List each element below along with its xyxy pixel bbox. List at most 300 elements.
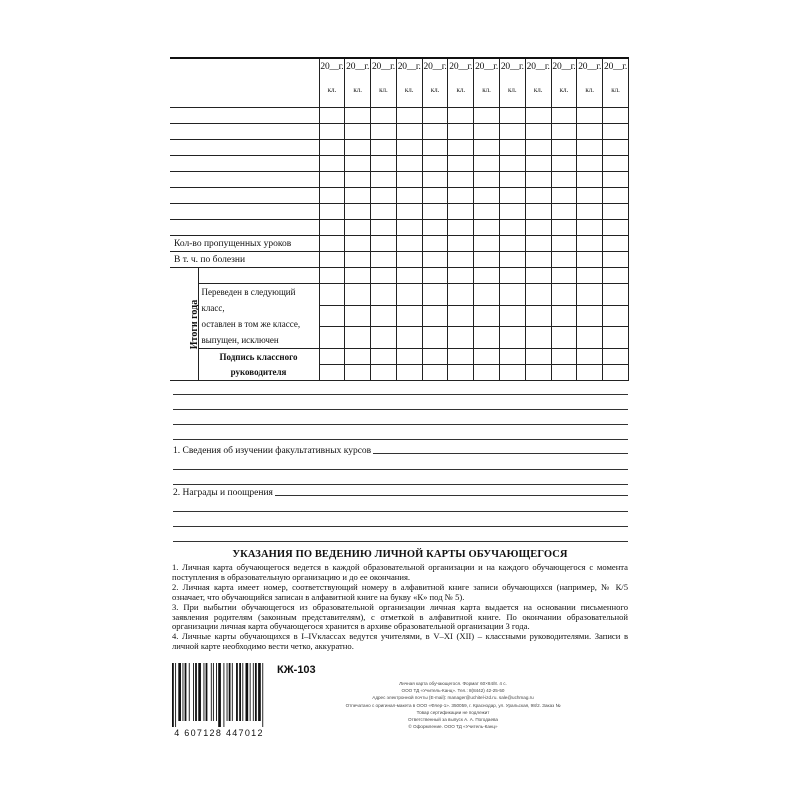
grade-cell [448, 124, 474, 140]
grade-cell [371, 284, 397, 306]
grade-cell [396, 108, 422, 124]
grade-cell [499, 268, 525, 284]
grade-cell [603, 252, 629, 268]
grade-cell [422, 236, 448, 252]
barcode-bar [213, 663, 214, 721]
ruled-line [173, 526, 628, 527]
year-label: 20__г. [371, 62, 395, 72]
grade-cell [525, 220, 551, 236]
grade-cell [474, 252, 500, 268]
grade-cell [577, 108, 603, 124]
grade-cell [345, 327, 371, 349]
grade-cell [319, 124, 345, 140]
year-label: 20__г. [475, 62, 499, 72]
grade-cell [422, 305, 448, 327]
grade-cell [525, 156, 551, 172]
barcode-bar [175, 663, 176, 727]
grade-cell [474, 204, 500, 220]
grade-cell [319, 188, 345, 204]
grade-cell [371, 252, 397, 268]
grade-cell [577, 305, 603, 327]
grade-cell [371, 156, 397, 172]
grade-cell [345, 220, 371, 236]
ruled-line [173, 439, 628, 440]
grade-cell [448, 349, 474, 365]
grade-cell [577, 252, 603, 268]
year-label: 20__г. [526, 62, 550, 72]
grade-cell [345, 252, 371, 268]
grade-cell [345, 188, 371, 204]
ruled-line [173, 541, 628, 542]
grade-cell [448, 236, 474, 252]
grade-cell [603, 220, 629, 236]
grade-cell [499, 108, 525, 124]
grade-cell [603, 108, 629, 124]
grade-cell [474, 236, 500, 252]
grade-cell [422, 365, 448, 381]
instruction-paragraph: 4. Личные карты обучающихся в I–IVклассах ведутся учителями, в V–XI (XII) – классными руководителями. Записи в личной карте необходимо вести четко, аккуратно. [172, 631, 628, 652]
grade-cell [396, 124, 422, 140]
barcode-bar [204, 663, 205, 721]
grade-cell [525, 327, 551, 349]
grade-cell [448, 327, 474, 349]
grade-cell [371, 108, 397, 124]
subject-row [170, 204, 629, 220]
grade-cell [422, 252, 448, 268]
imprint-line: Личная карта обучающегося. Формат 60×84/8. 4 с. [399, 681, 507, 686]
grade-cell [499, 305, 525, 327]
class-label: кл. [611, 86, 620, 94]
subject-cell [170, 188, 319, 204]
grade-cell [371, 188, 397, 204]
grade-cell [422, 220, 448, 236]
grade-cell [319, 268, 345, 284]
grade-cell [319, 236, 345, 252]
grade-cell [371, 172, 397, 188]
grade-cell [525, 349, 551, 365]
missed-lessons-row [170, 236, 629, 252]
year-results-label: Итоги года [189, 299, 201, 349]
grade-cell [525, 284, 551, 306]
grade-cell [474, 284, 500, 306]
promotion-line: выпущен, исключен [201, 335, 279, 345]
subject-cell [170, 140, 319, 156]
grade-cell [345, 124, 371, 140]
year-header-cell [319, 58, 345, 108]
ruled-line [173, 511, 628, 512]
ruled-line [173, 394, 628, 395]
class-label: кл. [508, 86, 517, 94]
barcode-bar [195, 663, 197, 721]
year-header-cell [577, 58, 603, 108]
grade-cell [603, 327, 629, 349]
year-label: 20__г. [423, 62, 447, 72]
grade-cell [345, 365, 371, 381]
grade-cell [396, 268, 422, 284]
subject-cell [170, 156, 319, 172]
grade-cell [319, 305, 345, 327]
signature-label [198, 349, 319, 381]
grade-cell [448, 156, 474, 172]
grade-cell [448, 252, 474, 268]
year-results-cell [170, 268, 201, 381]
grade-cell [577, 268, 603, 284]
grade-cell [525, 108, 551, 124]
grade-cell [371, 220, 397, 236]
grade-cell [371, 124, 397, 140]
grade-cell [345, 140, 371, 156]
grade-cell [319, 349, 345, 365]
subject-cell [170, 204, 319, 220]
grade-cell [396, 305, 422, 327]
grade-cell [499, 172, 525, 188]
grade-cell [499, 327, 525, 349]
grade-cell [396, 140, 422, 156]
grade-cell [345, 236, 371, 252]
year-label: 20__г. [552, 62, 576, 72]
grade-cell [551, 156, 577, 172]
grade-cell [371, 365, 397, 381]
grade-cell [474, 268, 500, 284]
grade-cell [474, 124, 500, 140]
barcode-bar [193, 663, 194, 721]
grade-cell [345, 204, 371, 220]
grade-cell [422, 327, 448, 349]
grade-cell [422, 108, 448, 124]
subject-row [170, 140, 629, 156]
grade-cell [448, 220, 474, 236]
grade-cell [396, 220, 422, 236]
subject-cell [170, 108, 319, 124]
grade-cell [396, 156, 422, 172]
subject-row [170, 108, 629, 124]
subject-row [170, 156, 629, 172]
grade-cell [499, 365, 525, 381]
grade-cell [319, 220, 345, 236]
grade-cell [577, 140, 603, 156]
grade-cell [577, 172, 603, 188]
grade-cell [577, 188, 603, 204]
class-label: кл. [379, 86, 388, 94]
year-header-cell [448, 58, 474, 108]
grade-cell [448, 365, 474, 381]
missed-lessons-label: Кол-во пропущенных уроков [170, 236, 319, 252]
grade-cell [551, 252, 577, 268]
grade-cell [577, 124, 603, 140]
year-label: 20__г. [449, 62, 473, 72]
grade-cell [396, 284, 422, 306]
imprint-line: Отпечатано с оригинал-макета в ООО «Флер-1». 350059, г. Краснодар, ул. Уральская, 98/2. Заказ № [345, 702, 561, 708]
grade-cell [551, 305, 577, 327]
grade-cell [603, 140, 629, 156]
grade-cell [551, 284, 577, 306]
barcode-number: 4 607128 447012 [174, 728, 264, 738]
grade-cell [422, 140, 448, 156]
barcode-bar [185, 663, 187, 721]
year-header-cell [345, 58, 371, 108]
grade-cell [577, 327, 603, 349]
class-label: кл. [404, 86, 414, 94]
grade-cell [499, 156, 525, 172]
class-label: кл. [559, 86, 569, 94]
grade-cell [551, 365, 577, 381]
grade-cell [345, 284, 371, 306]
grade-cell [603, 349, 629, 365]
subject-row [170, 220, 629, 236]
barcode-bar [218, 663, 221, 727]
grade-cell [551, 108, 577, 124]
instructions-title: УКАЗАНИЯ ПО ВЕДЕНИЮ ЛИЧНОЙ КАРТЫ ОБУЧАЮЩЕГОСЯ [232, 549, 568, 560]
barcode-bar [172, 663, 174, 727]
subject-row [170, 172, 629, 188]
grade-cell [396, 236, 422, 252]
class-label: кл. [456, 86, 466, 94]
grade-cell [603, 305, 629, 327]
grade-cell [319, 365, 345, 381]
class-label: кл. [430, 86, 440, 94]
grade-cell [422, 268, 448, 284]
grade-cell [603, 268, 629, 284]
grade-cell [474, 305, 500, 327]
year-header-cell [525, 58, 551, 108]
grade-cell [603, 204, 629, 220]
grade-cell [499, 220, 525, 236]
grade-cell [319, 140, 345, 156]
grade-cell [422, 349, 448, 365]
grade-cell [319, 327, 345, 349]
grade-cell [525, 252, 551, 268]
awards-label: 2. Награды и поощрения [173, 488, 273, 498]
grade-cell [525, 204, 551, 220]
product-code: КЖ-103 [277, 664, 316, 676]
grade-cell [396, 349, 422, 365]
year-label: 20__г. [346, 62, 370, 72]
grade-cell [319, 172, 345, 188]
ruled-line [173, 484, 628, 485]
grade-cell [551, 349, 577, 365]
grade-cell [499, 349, 525, 365]
grade-cell [499, 188, 525, 204]
grade-cell [577, 204, 603, 220]
barcode-bar [229, 663, 231, 721]
grade-cell [499, 140, 525, 156]
barcode-bar [246, 663, 249, 721]
subject-cell [170, 124, 319, 140]
grade-cell [525, 172, 551, 188]
results-row [170, 268, 629, 284]
barcode-bar [216, 663, 217, 721]
ruled-line [173, 424, 628, 425]
grade-cell [345, 172, 371, 188]
subject-row [170, 124, 629, 140]
subject-header-cell [170, 58, 319, 108]
grade-cell [603, 188, 629, 204]
grade-cell [551, 140, 577, 156]
grade-cell [422, 284, 448, 306]
signature-line: Подпись классного [219, 351, 298, 362]
grade-cell [371, 140, 397, 156]
grade-cell [577, 349, 603, 365]
electives-line [173, 444, 628, 456]
barcode-bar [236, 663, 238, 721]
grade-cell [474, 220, 500, 236]
imprint-line: Ответственный за выпуск А. А. Погодаева [408, 717, 498, 723]
instruction-paragraph: 1. Личная карта обучающегося ведется в каждой образовательной организации и на каждого обучающегося с момента поступления в образовательную организацию и до ее окончания. [172, 562, 628, 582]
promotion-label [198, 284, 319, 349]
grade-cell [603, 172, 629, 188]
imprint-line: Товар сертификации не подлежит [416, 709, 490, 715]
barcode-bar [189, 663, 190, 721]
grade-cell [551, 327, 577, 349]
grade-cell [422, 204, 448, 220]
barcode-bar [206, 663, 208, 721]
grade-cell [371, 327, 397, 349]
grade-cell [499, 124, 525, 140]
grade-cell [345, 305, 371, 327]
grade-cell [551, 204, 577, 220]
subject-row [170, 188, 629, 204]
class-label: кл. [353, 86, 362, 94]
grade-cell [551, 268, 577, 284]
year-header-cell [499, 58, 525, 108]
grade-cell [448, 140, 474, 156]
illness-row [170, 252, 629, 268]
blank-label-cell [198, 268, 319, 284]
grade-cell [319, 252, 345, 268]
promotion-line: Переведен в следующий класс, [201, 287, 296, 313]
barcode-bar [198, 663, 201, 721]
barcode-bar [227, 663, 228, 721]
awards-line [173, 486, 628, 498]
grade-cell [551, 172, 577, 188]
grade-cell [371, 204, 397, 220]
grade-cell [499, 284, 525, 306]
grade-cell [396, 365, 422, 381]
barcode-bar [255, 663, 257, 721]
imprint-block [308, 680, 598, 730]
grade-cell [603, 284, 629, 306]
grade-cell [448, 108, 474, 124]
grade-cell [525, 268, 551, 284]
year-header-cell [422, 58, 448, 108]
barcode-bar [232, 663, 233, 721]
grade-cell [448, 204, 474, 220]
instruction-paragraph: 2. Личная карта имеет номер, соответствующий номеру в алфавитной книге записи обучающихся (например, № К/5 означает, что обучающийся записан в алфавитной книге на букву «К» под № 5). [172, 581, 628, 602]
grade-cell [422, 188, 448, 204]
year-header-cell [371, 58, 397, 108]
grade-cell [525, 365, 551, 381]
grades-table [170, 57, 629, 381]
grade-cell [603, 156, 629, 172]
illness-label: В т. ч. по болезни [170, 252, 319, 268]
grade-cell [371, 236, 397, 252]
grade-cell [474, 349, 500, 365]
grade-cell [525, 188, 551, 204]
grade-cell [345, 268, 371, 284]
barcode-bar [178, 663, 181, 721]
grade-cell [577, 156, 603, 172]
grade-cell [551, 220, 577, 236]
grade-cell [345, 108, 371, 124]
grade-cell [525, 140, 551, 156]
grade-cell [396, 188, 422, 204]
grade-cell [448, 188, 474, 204]
class-label: кл. [533, 86, 543, 94]
grade-cell [603, 124, 629, 140]
barcode-bar [253, 663, 254, 721]
year-header-cell [396, 58, 422, 108]
grade-cell [474, 172, 500, 188]
grade-cell [525, 236, 551, 252]
grade-cell [448, 305, 474, 327]
year-header-cell [603, 58, 629, 108]
grade-cell [499, 252, 525, 268]
year-label: 20__г. [604, 62, 628, 72]
year-label: 20__г. [578, 62, 602, 72]
grade-cell [474, 156, 500, 172]
grade-cell [474, 140, 500, 156]
year-label: 20__г. [320, 62, 344, 72]
grade-cell [345, 156, 371, 172]
header-row [170, 58, 629, 108]
grade-cell [396, 327, 422, 349]
grade-cell [371, 349, 397, 365]
instructions-text [172, 563, 628, 652]
instruction-paragraph: 3. При выбытии обучающегося из образовательной организации личная карта выдается на основании письменного заявления родителям (законным представителям), с отметкой в алфавитной книге. По окончании образовательной организации личная карта обучающегося хранится в архиве образовательной организации 3 года. [172, 601, 628, 632]
grade-cell [499, 204, 525, 220]
barcode-bar [223, 663, 224, 727]
grade-cell [577, 284, 603, 306]
barcode-bar [239, 663, 241, 721]
grade-cell [603, 365, 629, 381]
grade-cell [371, 268, 397, 284]
barcode-bar [242, 663, 243, 721]
grade-cell [577, 236, 603, 252]
grade-cell [319, 204, 345, 220]
promotion-line: оставлен в том же классе, [201, 319, 301, 329]
grade-cell [396, 204, 422, 220]
grade-cell [551, 236, 577, 252]
grade-cell [525, 305, 551, 327]
barcode-bar [183, 663, 184, 721]
grade-cell [448, 284, 474, 306]
year-header-cell [551, 58, 577, 108]
grade-cell [396, 172, 422, 188]
class-label: кл. [482, 86, 491, 94]
grade-cell [474, 108, 500, 124]
grade-cell [577, 220, 603, 236]
year-header-cell [474, 58, 500, 108]
grade-cell [577, 365, 603, 381]
barcode-bar [262, 663, 263, 727]
grade-cell [319, 284, 345, 306]
barcode-image [171, 663, 267, 727]
grade-cell [448, 172, 474, 188]
ruled-line [173, 469, 628, 470]
grade-cell [551, 188, 577, 204]
barcode-bar [211, 663, 212, 721]
grade-cell [371, 305, 397, 327]
class-label: кл. [327, 86, 337, 94]
grade-cell [474, 327, 500, 349]
barcode-bar [258, 663, 261, 721]
grade-cell [499, 236, 525, 252]
grade-cell [422, 156, 448, 172]
ruled-line [173, 409, 628, 410]
grade-cell [603, 236, 629, 252]
grade-cell [525, 124, 551, 140]
grade-cell [474, 365, 500, 381]
